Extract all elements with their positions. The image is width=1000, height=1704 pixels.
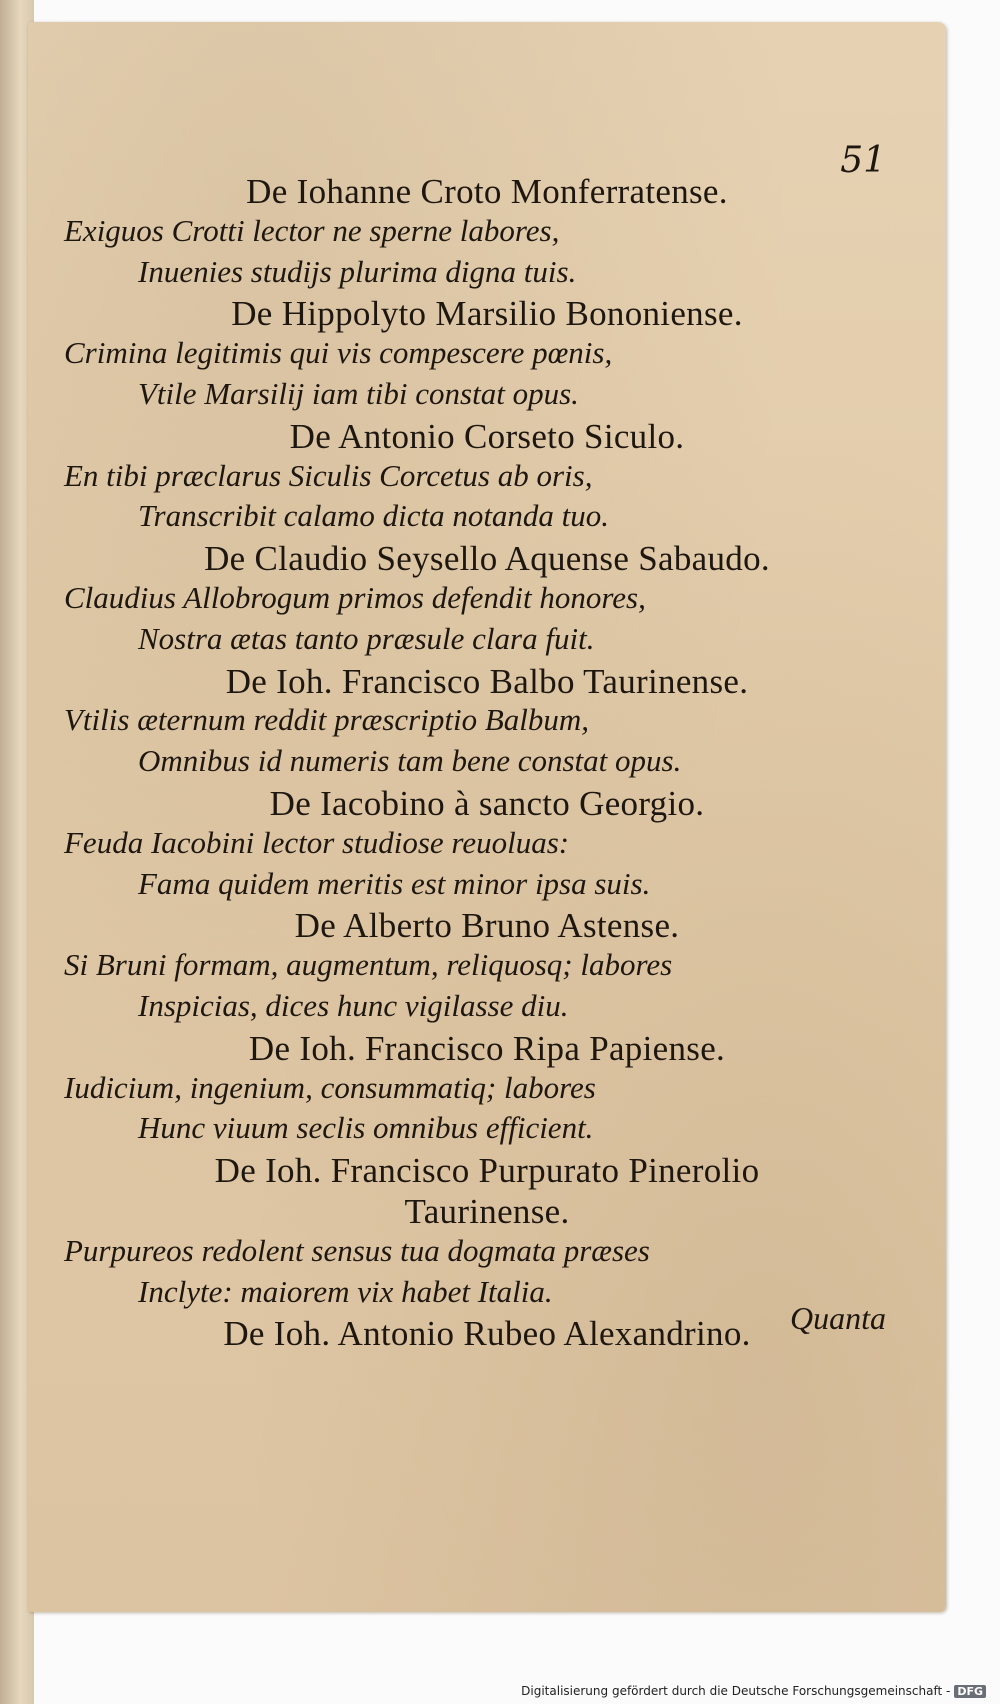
verse-line: Si Bruni formam, augmentum, reliquosq; labores: [64, 947, 673, 983]
verse-line: Iudicium, ingenium, consummatiq; labores: [64, 1069, 596, 1105]
section-heading: De Ioh. Francisco Balbo Taurinense.: [225, 661, 749, 701]
section-heading: De Hippolyto Marsilio Bononiense.: [231, 294, 743, 334]
verse-line: Vtilis æternum reddit præscriptio Balbum,: [64, 702, 590, 738]
verse-line: Purpureos redolent sensus tua dogmata præses: [64, 1232, 650, 1268]
section-heading: De Ioh. Antonio Rubeo Alexandrino.: [223, 1314, 751, 1354]
section-heading: De Iacobino à sancto Georgio.: [269, 784, 705, 823]
section-heading: De Claudio Seysello Aquense Sabaudo.: [204, 539, 770, 579]
verse-line: Claudius Allobrogum primos defendit honores,: [64, 580, 646, 615]
credit-text: Digitalisierung gefördert durch die Deutsche Forschungsgemeinschaft -: [521, 1684, 951, 1698]
verse-line: Inuenies studijs plurima digna tuis.: [138, 253, 577, 289]
catchword: Quanta: [790, 1300, 886, 1336]
section-heading: De Antonio Corseto Siculo.: [289, 416, 685, 456]
verse-line: En tibi præclarus Siculis Corcetus ab oris,: [64, 457, 593, 493]
verse-line: Inspicias, dices hunc vigilasse diu.: [138, 988, 569, 1023]
section-heading: De Iohanne Croto Monferratense.: [246, 172, 728, 211]
verse-line: Vtile Marsilij iam tibi constat opus.: [138, 376, 579, 411]
verse-line: Feuda Iacobini lector studiose reuoluas:: [64, 824, 570, 860]
verse-line: Inclyte: maiorem vix habet Italia.: [138, 1273, 553, 1309]
verse-line: Omnibus id numeris tam bene constat opus.: [138, 743, 682, 779]
verse-line: Nostra ætas tanto præsule clara fuit.: [138, 620, 595, 656]
verse-line: Hunc viuum seclis omnibus efficient.: [138, 1110, 594, 1146]
dfg-logo: DFG: [954, 1685, 986, 1698]
verse-line: Transcribit calamo dicta notanda tuo.: [138, 498, 610, 534]
section-heading: Taurinense.: [404, 1192, 570, 1231]
verse-line: Fama quidem meritis est minor ipsa suis.: [138, 865, 651, 901]
digitization-credit: [521, 1684, 986, 1698]
book-page: [28, 22, 946, 1612]
page-number: 51: [840, 140, 886, 181]
verse-line: Crimina legitimis qui vis compescere pœnis,: [64, 335, 613, 371]
section-heading: De Alberto Bruno Astense.: [294, 906, 680, 946]
section-heading: De Ioh. Francisco Purpurato Pinerolio: [214, 1151, 760, 1191]
verse-line: Exiguos Crotti lector ne sperne labores,: [64, 212, 560, 248]
section-heading: De Ioh. Francisco Ripa Papiense.: [248, 1028, 726, 1068]
